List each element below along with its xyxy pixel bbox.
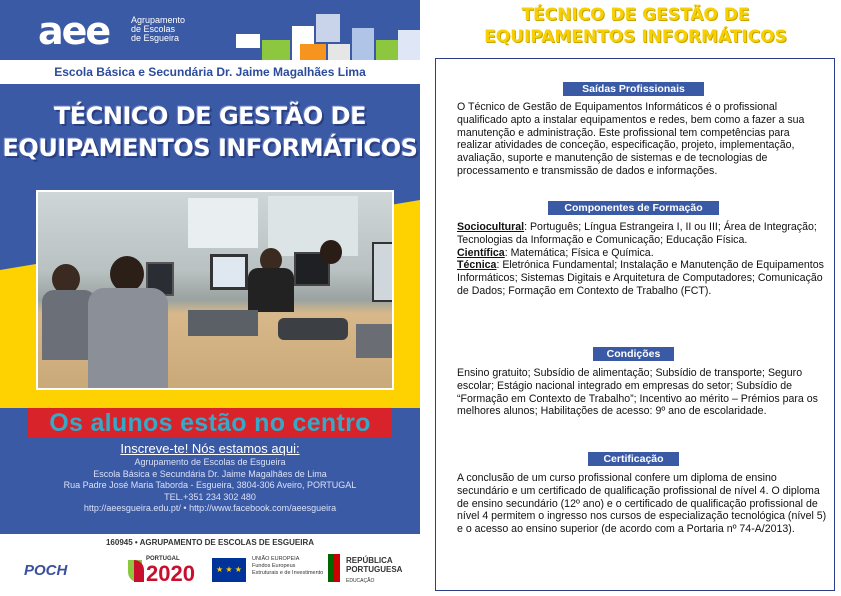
label-cientifica: Científica (457, 246, 505, 259)
eu-flag-icon: ★ ★ ★ (212, 558, 246, 582)
signup-line: Rua Padre José Maria Taborda - Esgueira, 3804-306 Aveiro, PORTUGAL (63, 480, 357, 490)
decor-square (316, 14, 340, 42)
section-text-componentes: Sociocultural: Português; Língua Estrangeira I, II ou III; Área de Integração; Tecnologias da Informação e Comunicação; Educação Física. Científica: Matemática; Física e Química. Técnica: Eletrónica Fundamental; Instalação e Manutenção de Equipamentos Informáticos; Sistemas Digitais e Arquitetura de Computadores; Comunicação de Dados; Formação em Contexto de Trabalho (FCT). (457, 221, 824, 297)
school-code-line: 160945 • AGRUPAMENTO DE ESCOLAS DE ESGUEIRA (105, 538, 315, 547)
section-heading-componentes: Componentes de Formação (548, 201, 719, 215)
signup-info (0, 440, 420, 515)
signup-line: Escola Básica e Secundária Dr. Jaime Magalhães de Lima (93, 468, 327, 479)
republica-sub: EDUCAÇÃO (346, 578, 375, 584)
republica-logo-text: REPÚBLICA PORTUGUESA (346, 556, 403, 574)
signup-heading: Inscreve-te! Nós estamos aqui: (120, 441, 300, 456)
classroom-photo (36, 190, 394, 390)
section-text-certificacao: A conclusão de um curso profissional confere um diploma de ensino secundário e um certificado de qualificação profissional de nível 4. O diploma de ensino secundário (12º ano) e o certificado de qualificação profissional de nível 4 permitem o ingresso nos cursos de especialização tecnológica (nível 5) e o acesso ao ensino superior (de acordo com a Portaria nº 74-A/2013). (457, 472, 827, 536)
section-text-condicoes: Ensino gratuito; Subsídio de alimentação; Subsídio de transporte; Seguro escolar; Estágio nacional integrado em empresas do setor; Subsídio de “Formação em Contexto de Trabalho”; Incentivo ao mérito – Prémios para os melhores alunos; Habilitações de acesso: 9º ano de escolaridade. (457, 367, 818, 418)
school-name-bar: Escola Básica e Secundária Dr. Jaime Magalhães Lima (0, 60, 420, 84)
section-heading-certificacao: Certificação (588, 452, 679, 466)
decor-square (328, 44, 350, 60)
course-title: TÉCNICO DE GESTÃO DE EQUIPAMENTOS INFORMÁTICOS (2, 102, 418, 162)
signup-line: Agrupamento de Escolas de Esgueira (134, 457, 286, 467)
decor-square (352, 28, 374, 60)
course-title-right: TÉCNICO DE GESTÃO DE EQUIPAMENTOS INFORMÁTICOS (484, 5, 787, 47)
left-flyer-page (0, 0, 420, 596)
republica-flag-red (334, 554, 340, 582)
decor-square (236, 34, 260, 48)
section-text-saidas: O Técnico de Gestão de Equipamentos Informáticos é o profissional qualificado apto a instalar equipamentos e redes, bem como a fazer a sua manutenção e administração. Este profissional tem competências para realizar atividades de conceção, especificação, projeto, implementação, avaliação, suporte e manutenção de sistemas e de tecnologias de processamento e transmissão de dados e informações. (457, 101, 805, 177)
section-heading-saidas: Saídas Profissionais (563, 82, 704, 96)
right-flyer-page (430, 0, 841, 596)
decor-square (300, 44, 326, 60)
signup-links[interactable]: http://aeesgueira.edu.pt/ • http://www.facebook.com/aeesgueira (83, 503, 337, 513)
label-sociocultural: Sociocultural (457, 221, 525, 233)
poch-logo: POCH (24, 562, 68, 579)
section-heading-condicoes: Condições (593, 347, 674, 361)
logo-caption: Agrupamento de Escolas de Esgueira (131, 15, 186, 43)
decor-square (376, 40, 398, 60)
label-tecnica: Técnica (457, 259, 497, 272)
eu-caption: UNIÃO EUROPEIA Fundos Europeus Estruturais e de Investimento (252, 556, 324, 576)
signup-line: TEL.+351 234 302 480 (164, 491, 256, 502)
slogan-banner: Os alunos estão no centro (28, 408, 392, 438)
header-band (0, 0, 420, 60)
decor-square (262, 40, 290, 60)
aee-logo: aee (38, 9, 110, 53)
decor-square (398, 30, 420, 60)
sponsor-footer: 160945 • AGRUPAMENTO DE ESCOLAS DE ESGUEIRA POCH PORTUGAL 2020 ★ ★ ★ UNIÃO EUROPEIA Fundos Europeus Estruturais e de Investimento REPÚBLICA PORTUGUESA EDUCAÇÃO (0, 534, 420, 596)
